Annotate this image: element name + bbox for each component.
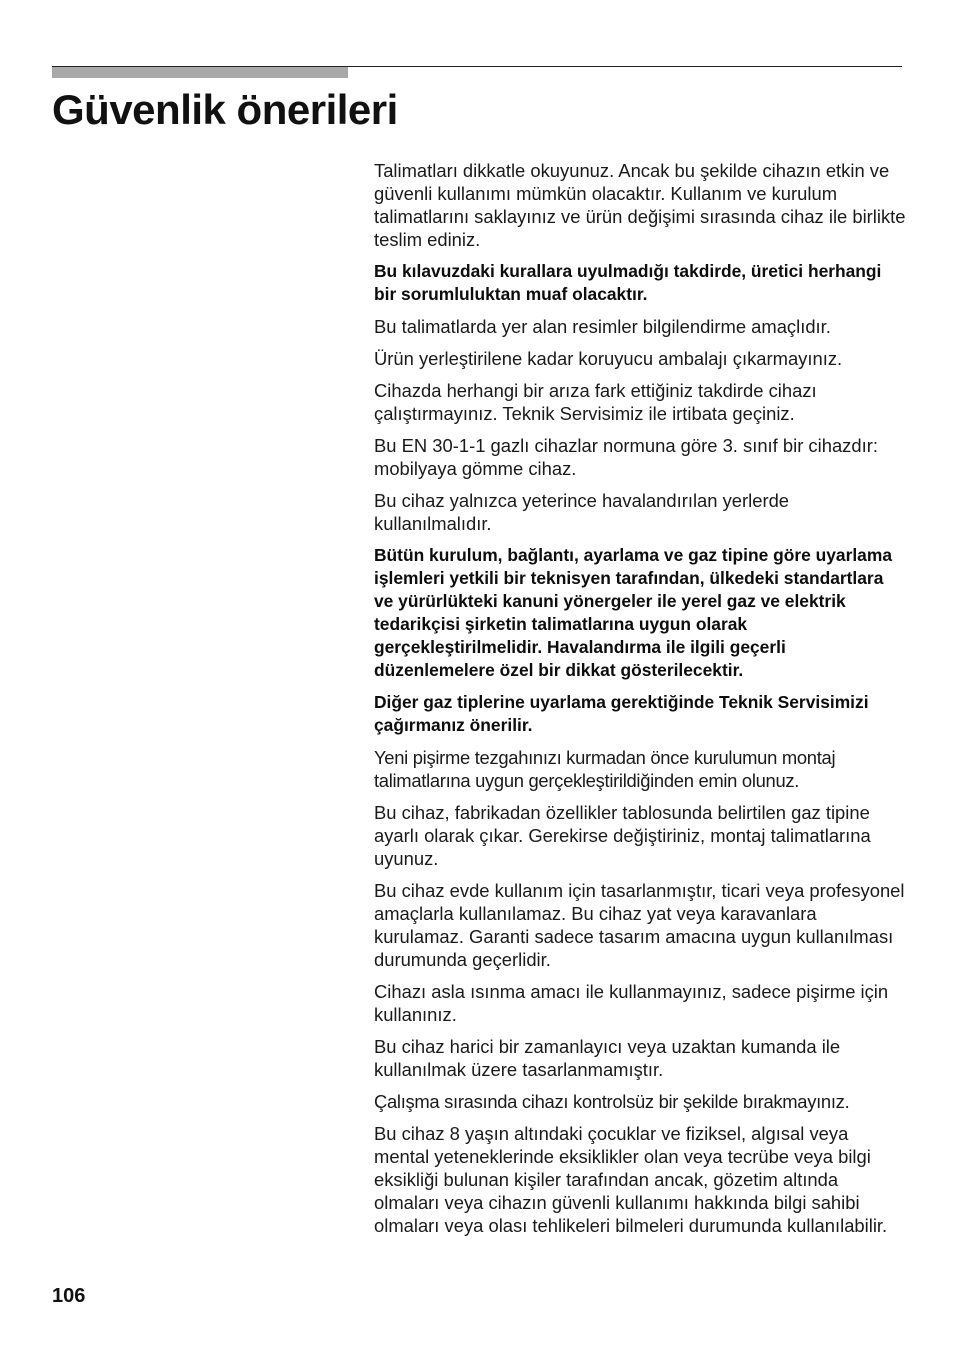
- paragraph-no-timer: Bu cihaz harici bir zamanlayıcı veya uzaktan kumanda ile kullanılmak üzere tasarlanmamıştır.: [374, 1036, 841, 1080]
- paragraph-assembly-check: Yeni pişirme tezgahınızı kurmadan önce kurulumun montaj talimatlarına uygun gerçekleştirildiğinden emin olunuz.: [374, 747, 836, 791]
- paragraph-factory-gas-type: Bu cihaz, fabrikadan özellikler tablosunda belirtilen gaz tipine ayarlı olarak çıkar. Gerekirse değiştiriniz, montaj talimatlarına uyunuz.: [374, 802, 871, 869]
- paragraph-fault: Cihazda herhangi bir arıza fark ettiğiniz takdirde cihazı çalıştırmayınız. Teknik Servisimiz ile irtibata geçiniz.: [374, 380, 817, 424]
- paragraph-installation-technician: Bütün kurulum, bağlantı, ayarlama ve gaz tipine göre uyarlama işlemleri yetkili bir teknisyen tarafından, ülkedeki standartlara ve yürürlükteki kanuni yönergeler ile yerel gaz ve elektrik tedarikçisi şirketin talimatlarına uygun olarak gerçekleştirilmelidir. Havalandırma ile ilgili geçerli düzenlemelere özel bir dikkat gösterilecektir.: [374, 545, 892, 680]
- page-number: 106: [52, 1285, 86, 1307]
- paragraph-instructions-read: Talimatları dikkatle okuyunuz. Ancak bu şekilde cihazın etkin ve güvenli kullanımı mümkün olacaktır. Kullanım ve kurulum talimatlarını saklayınız ve ürün değişimi sırasında cihaz ile birlikte teslim ediniz.: [374, 160, 906, 250]
- paragraph-no-heating: Cihazı asla ısınma amacı ile kullanmayınız, sadece pişirme için kullanınız.: [374, 981, 889, 1025]
- paragraph-unattended: Çalışma sırasında cihazı kontrolsüz bir şekilde bırakmayınız.: [374, 1091, 850, 1112]
- safety-content: [374, 159, 906, 1246]
- paragraph-children: Bu cihaz 8 yaşın altındaki çocuklar ve fiziksel, algısal veya mental yeteneklerinde eksiklikler olan veya tecrübe veya bilgi eksikliği bulunan kişiler tarafından ancak, gözetim altında olmaları veya cihazın güvenli kullanımı hakkında bilgi sahibi olmaları veya olası tehlikeleri bilmeleri durumunda kullanılabilir.: [374, 1123, 888, 1236]
- paragraph-household-use: Bu cihaz evde kullanım için tasarlanmıştır, ticari veya profesyonel amaçlarla kullanılamaz. Bu cihaz yat veya karavanlara kurulamaz. Garanti sadece tasarım amacına uygun kullanılması durumunda geçerlidir.: [374, 880, 905, 970]
- paragraph-norm-class: Bu EN 30-1-1 gazlı cihazlar normuna göre 3. sınıf bir cihazdır: mobilyaya gömme cihaz.: [374, 435, 878, 479]
- paragraph-ventilation: Bu cihaz yalnızca yeterince havalandırılan yerlerde kullanılmalıdır.: [374, 490, 790, 534]
- page-title: Güvenlik önerileri: [52, 86, 398, 133]
- paragraph-gas-type-service: Diğer gaz tiplerine uyarlama gerektiğinde Teknik Servisimizi çağırmanız önerilir.: [374, 692, 869, 735]
- paragraph-images-info: Bu talimatlarda yer alan resimler bilgilendirme amaçlıdır.: [374, 316, 831, 337]
- header-accent-bar: [52, 67, 348, 78]
- paragraph-liability-warning: Bu kılavuzdaki kurallara uyulmadığı takdirde, üretici herhangi bir sorumluluktan muaf olacaktır.: [374, 261, 882, 304]
- paragraph-packaging: Ürün yerleştirilene kadar koruyucu ambalajı çıkarmayınız.: [374, 348, 843, 369]
